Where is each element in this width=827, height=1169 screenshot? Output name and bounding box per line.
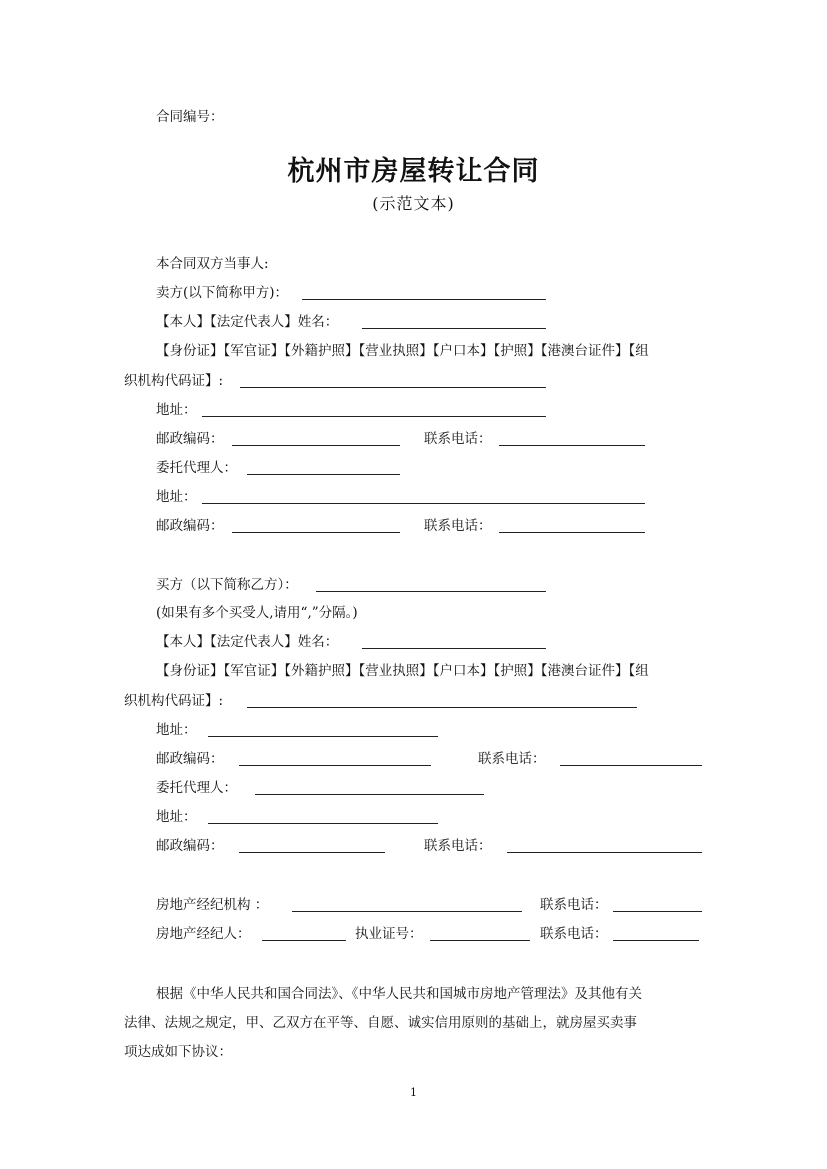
contract-number-label: 合同编号： (156, 109, 224, 125)
seller-postcode-blank[interactable] (232, 445, 400, 446)
seller-agent-blank[interactable] (247, 474, 400, 475)
buyer-agent-postcode-blank[interactable] (239, 852, 385, 853)
buyer-person-name-label: 【本人】【法定代表人】姓名： (156, 634, 339, 650)
buyer-note: (如果有多个买受人,请用“,”分隔。) (156, 605, 358, 621)
seller-agent-address-label: 地址： (156, 489, 197, 505)
seller-name-blank[interactable] (302, 299, 546, 300)
seller-party-label: 卖方(以下简称甲方)： (156, 285, 289, 301)
buyer-id-types-line2: 织机构代码证】: (124, 693, 224, 709)
seller-phone-label: 联系电话： (424, 431, 492, 447)
preamble-line-1: 根据《中华人民共和国合同法》、《中华人民共和国城市房地产管理法》及其他有关 (156, 986, 642, 1002)
seller-postcode-label: 邮政编码： (156, 431, 224, 447)
buyer-agent-address-blank[interactable] (208, 823, 438, 824)
preamble-line-2: 法律、法规之规定，甲、乙双方在平等、自愿、诚实信用原则的基础上，就房屋买卖事 (124, 1015, 637, 1031)
buyer-person-name-blank[interactable] (362, 648, 546, 649)
seller-id-types-line1: 【身份证】【军官证】【外籍护照】【营业执照】【户口本】【护照】【港澳台证件】【组 (156, 343, 649, 359)
buyer-address-blank[interactable] (208, 736, 438, 737)
buyer-agent-phone-label: 联系电话： (424, 838, 492, 854)
seller-phone-blank[interactable] (499, 445, 645, 446)
seller-person-name-label: 【本人】【法定代表人】姓名： (156, 314, 339, 330)
buyer-agent-address-label: 地址： (156, 809, 197, 825)
broker-phone-blank[interactable] (613, 940, 699, 941)
buyer-name-blank[interactable] (316, 591, 546, 592)
document-subtitle: (示范文本) (372, 194, 455, 213)
preamble-line-3: 项达成如下协议： (124, 1044, 232, 1060)
buyer-agent-label: 委托代理人： (156, 780, 237, 796)
broker-name-blank[interactable] (262, 940, 346, 941)
buyer-agent-postcode-label: 邮政编码： (156, 838, 224, 854)
agency-label: 房地产经纪机构 ： (156, 897, 269, 913)
buyer-id-types-line1: 【身份证】【军官证】【外籍护照】【营业执照】【户口本】【护照】【港澳台证件】【组 (156, 663, 649, 679)
seller-person-name-blank[interactable] (362, 328, 546, 329)
seller-agent-phone-label: 联系电话： (424, 518, 492, 534)
seller-address-label: 地址： (156, 402, 197, 418)
seller-address-blank[interactable] (202, 416, 546, 417)
buyer-postcode-blank[interactable] (239, 765, 431, 766)
broker-label: 房地产经纪人： (156, 926, 251, 942)
document-title: 杭州市房屋转让合同 (287, 156, 540, 187)
buyer-agent-blank[interactable] (255, 794, 484, 795)
seller-agent-address-blank[interactable] (202, 503, 645, 504)
broker-phone-label: 联系电话： (540, 926, 608, 942)
page-number: 1 (410, 1086, 417, 1099)
buyer-address-label: 地址： (156, 722, 197, 738)
buyer-phone-blank[interactable] (560, 765, 702, 766)
seller-agent-postcode-label: 邮政编码： (156, 518, 224, 534)
seller-agent-label: 委托代理人： (156, 460, 237, 476)
seller-id-number-blank[interactable] (240, 387, 546, 388)
buyer-phone-label: 联系电话： (478, 751, 546, 767)
agency-phone-label: 联系电话： (540, 897, 608, 913)
license-label: 执业证号： (355, 926, 423, 942)
buyer-agent-phone-blank[interactable] (507, 852, 702, 853)
buyer-postcode-label: 邮政编码： (156, 751, 224, 767)
parties-intro: 本合同双方当事人: (156, 256, 269, 272)
seller-id-types-line2: 织机构代码证】: (124, 373, 224, 389)
seller-agent-phone-blank[interactable] (499, 532, 645, 533)
license-number-blank[interactable] (430, 940, 530, 941)
agency-phone-blank[interactable] (613, 911, 702, 912)
seller-agent-postcode-blank[interactable] (232, 532, 400, 533)
agency-name-blank[interactable] (292, 911, 522, 912)
buyer-id-number-blank[interactable] (247, 707, 637, 708)
buyer-party-label: 买方（以下简称乙方）： (156, 577, 298, 593)
